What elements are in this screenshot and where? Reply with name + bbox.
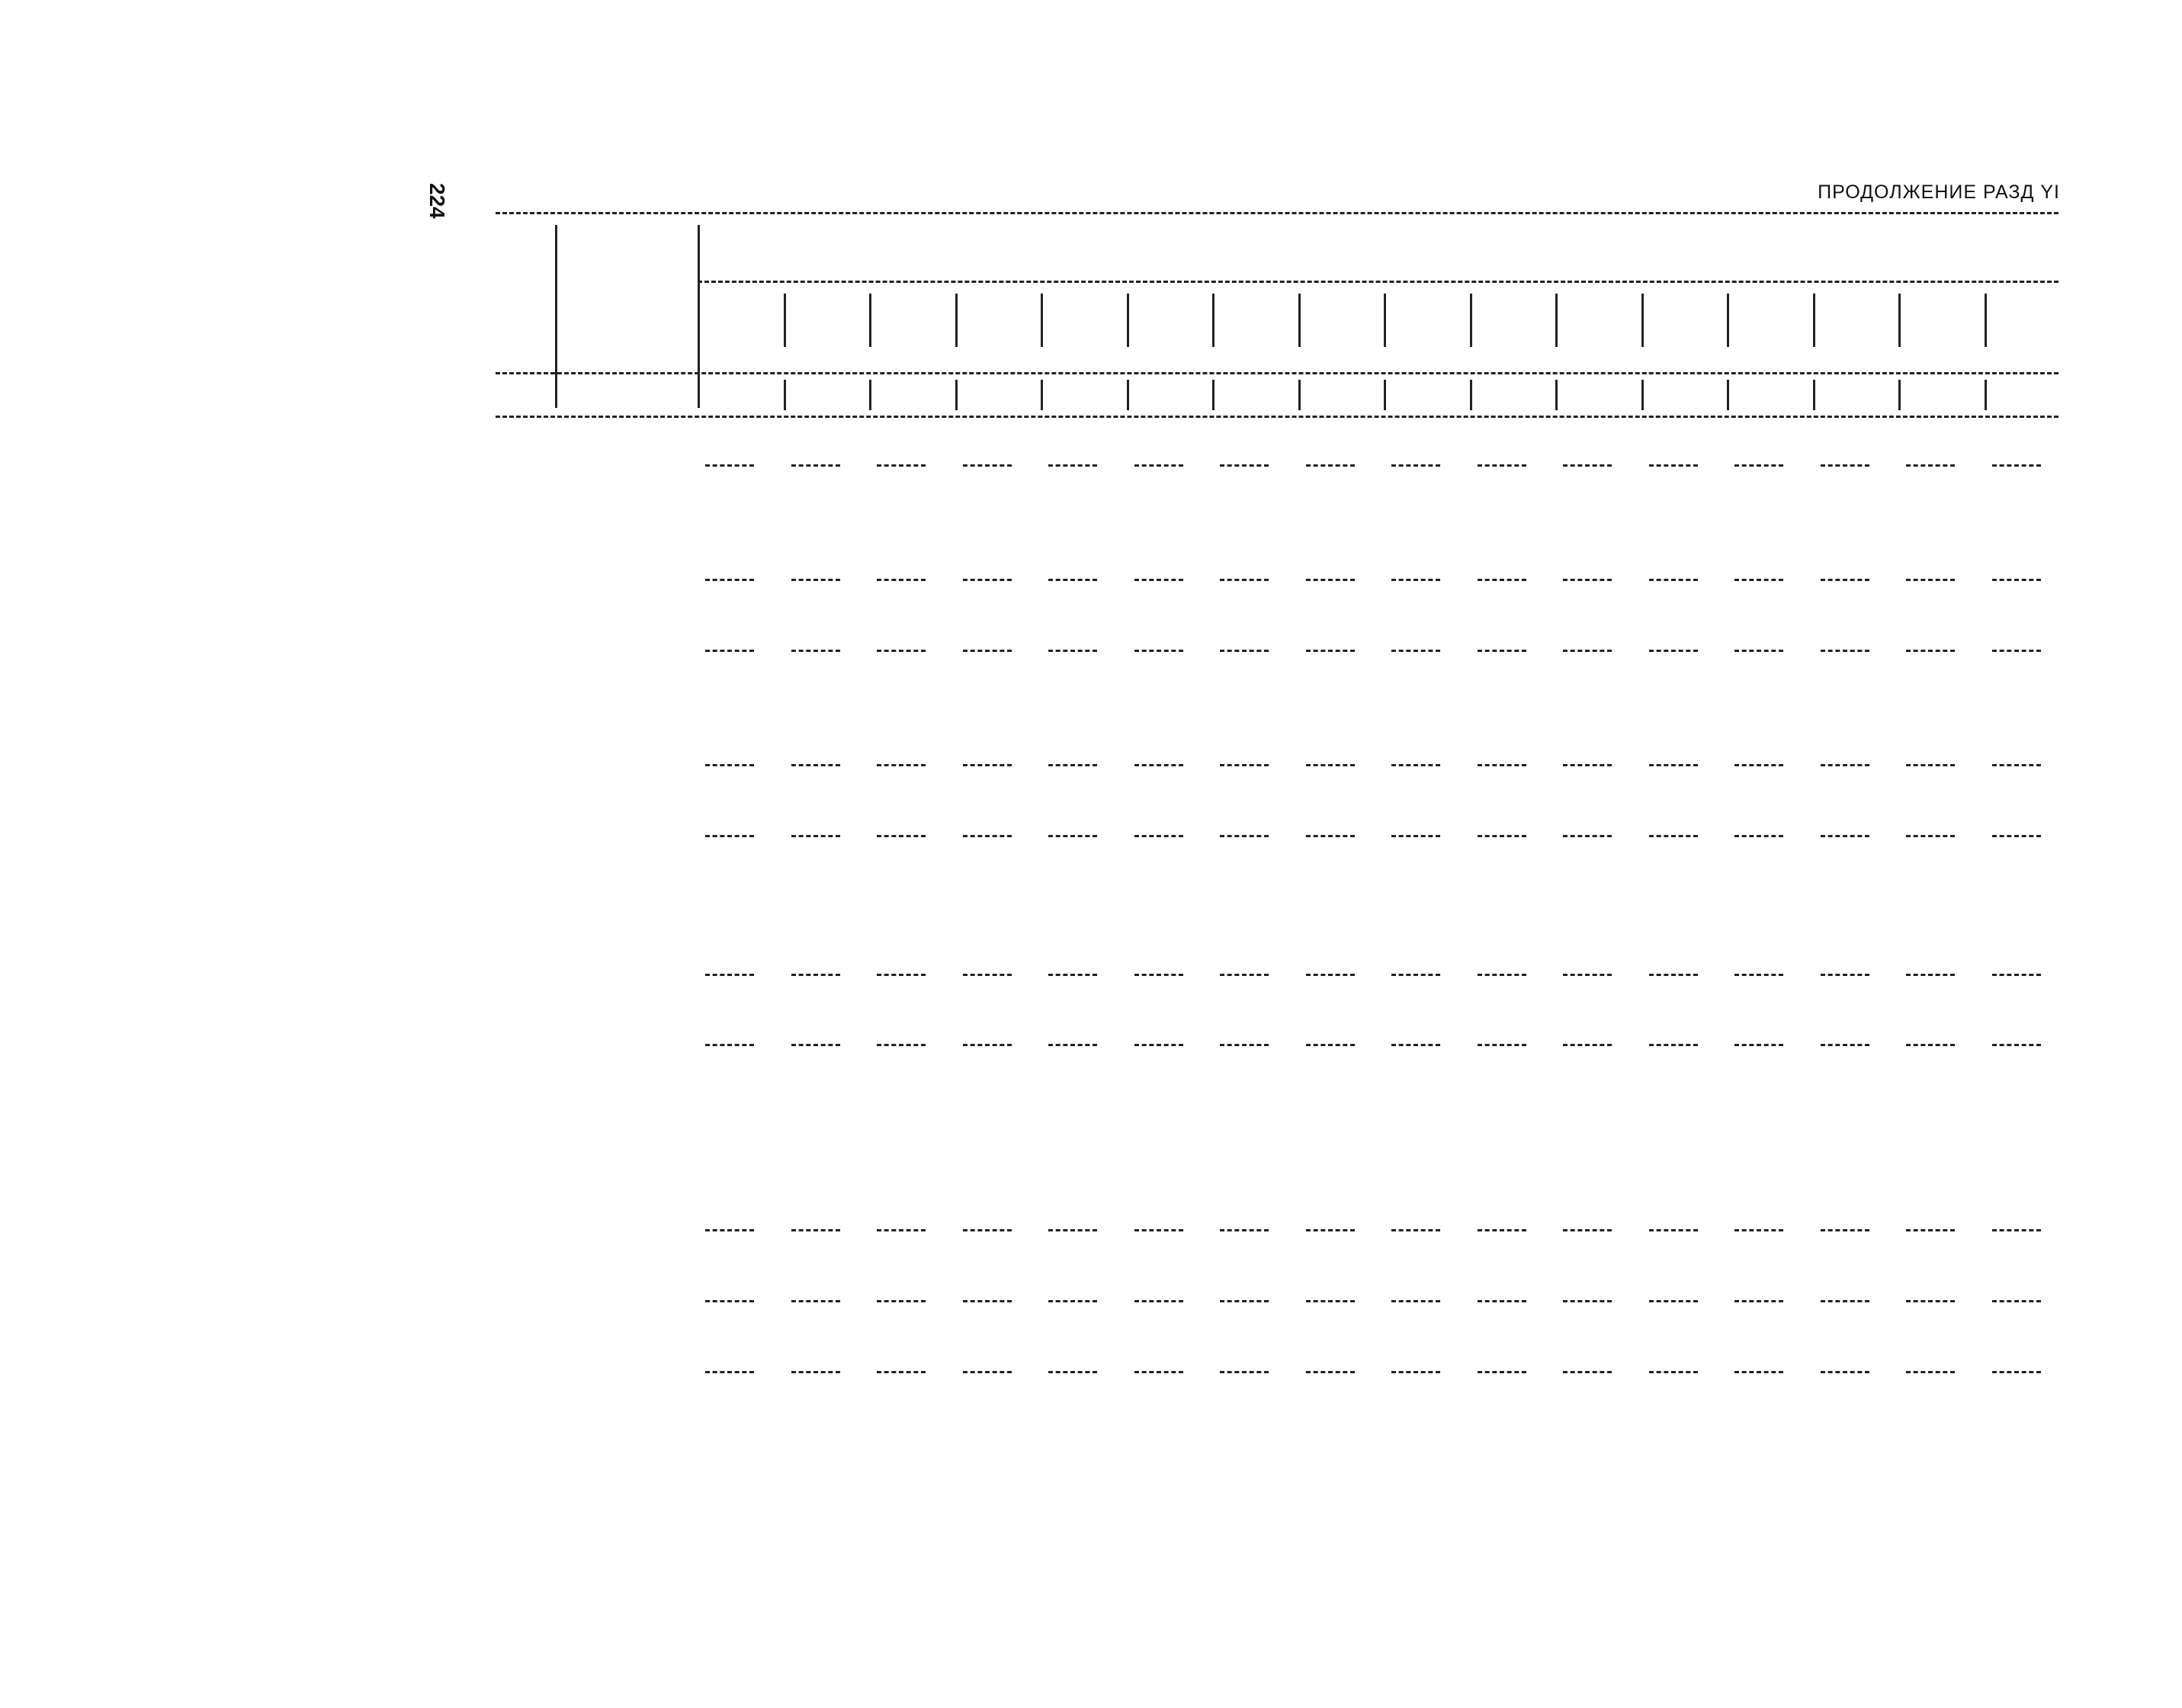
region-divider <box>1298 380 1301 410</box>
fraction-bar <box>1992 835 2041 837</box>
fraction-bar <box>1391 579 1440 581</box>
region-divider <box>1470 380 1472 410</box>
fraction-bar <box>1906 1371 1955 1373</box>
header-mid-rule <box>496 372 2058 374</box>
region-divider <box>1127 294 1129 347</box>
fraction-bar <box>1563 1300 1612 1302</box>
fraction-bar <box>1821 1229 1869 1231</box>
fraction-bar <box>1220 974 1269 976</box>
section-title: ПРОДОЛЖЕНИЕ РАЗД YI <box>1818 181 2060 203</box>
fraction-bar <box>705 579 754 581</box>
fraction-bar <box>963 764 1012 766</box>
fraction-bar <box>1048 1300 1097 1302</box>
region-divider <box>1041 380 1043 410</box>
prices-title-rule <box>698 281 2058 283</box>
fraction-bar <box>1906 650 1955 652</box>
fraction-bar <box>1734 579 1783 581</box>
region-divider <box>1555 294 1558 347</box>
fraction-bar <box>877 1044 926 1046</box>
fraction-bar <box>1134 1044 1183 1046</box>
fraction-bar <box>1478 1229 1526 1231</box>
fraction-bar <box>1478 1371 1526 1373</box>
fraction-bar <box>1220 1229 1269 1231</box>
fraction-bar <box>877 764 926 766</box>
fraction-bar <box>1563 764 1612 766</box>
fraction-bar <box>877 1300 926 1302</box>
fraction-bar <box>1734 974 1783 976</box>
region-divider <box>869 380 871 410</box>
fraction-bar <box>1306 835 1355 837</box>
fraction-bar <box>1048 764 1097 766</box>
fraction-bar <box>877 650 926 652</box>
region-divider <box>1985 294 1987 347</box>
fraction-bar <box>1478 835 1526 837</box>
fraction-bar <box>1391 1229 1440 1231</box>
fraction-bar <box>1306 1300 1355 1302</box>
fraction-bar <box>791 1229 840 1231</box>
fraction-bar <box>1220 1044 1269 1046</box>
fraction-bar <box>1478 974 1526 976</box>
fraction-bar <box>1134 579 1183 581</box>
fraction-bar <box>963 1300 1012 1302</box>
fraction-bar <box>1048 1229 1097 1231</box>
fraction-bar <box>1048 650 1097 652</box>
page-number: 224 <box>425 183 449 219</box>
fraction-bar <box>1134 1229 1183 1231</box>
fraction-bar <box>1048 835 1097 837</box>
fraction-bar <box>1734 764 1783 766</box>
fraction-bar <box>1220 1300 1269 1302</box>
fraction-bar <box>1391 464 1440 467</box>
fraction-bar <box>1992 1371 2041 1373</box>
fraction-bar <box>963 579 1012 581</box>
fraction-bar <box>1906 464 1955 467</box>
fraction-bar <box>963 650 1012 652</box>
fraction-bar <box>1306 464 1355 467</box>
fraction-bar <box>1220 650 1269 652</box>
fraction-bar <box>1048 579 1097 581</box>
fraction-bar <box>705 1371 754 1373</box>
region-divider <box>1898 294 1901 347</box>
fraction-bar <box>1906 1300 1955 1302</box>
fraction-bar <box>1134 1371 1183 1373</box>
region-divider <box>1641 294 1644 347</box>
fraction-bar <box>1821 835 1869 837</box>
region-divider <box>1555 380 1558 410</box>
fraction-bar <box>1734 1229 1783 1231</box>
fraction-bar <box>1563 1044 1612 1046</box>
fraction-bar <box>1906 1229 1955 1231</box>
fraction-bar <box>1992 579 2041 581</box>
header-bottom-rule <box>496 416 2058 418</box>
fraction-bar <box>1821 764 1869 766</box>
region-divider <box>1041 294 1043 347</box>
col-n-divider <box>555 225 557 408</box>
fraction-bar <box>791 650 840 652</box>
fraction-bar <box>1391 1044 1440 1046</box>
fraction-bar <box>791 464 840 467</box>
fraction-bar <box>1306 650 1355 652</box>
fraction-bar <box>1306 764 1355 766</box>
fraction-bar <box>1306 579 1355 581</box>
fraction-bar <box>1048 464 1097 467</box>
fraction-bar <box>1563 464 1612 467</box>
fraction-bar <box>705 974 754 976</box>
fraction-bar <box>705 835 754 837</box>
fraction-bar <box>1478 579 1526 581</box>
fraction-bar <box>1134 835 1183 837</box>
fraction-bar <box>1220 764 1269 766</box>
fraction-bar <box>1649 974 1698 976</box>
fraction-bar <box>1391 974 1440 976</box>
fraction-bar <box>1906 974 1955 976</box>
fraction-bar <box>1734 650 1783 652</box>
fraction-bar <box>1992 974 2041 976</box>
fraction-bar <box>1906 579 1955 581</box>
fraction-bar <box>791 764 840 766</box>
fraction-bar <box>963 464 1012 467</box>
fraction-bar <box>1649 1044 1698 1046</box>
fraction-bar <box>1134 650 1183 652</box>
fraction-bar <box>1992 1300 2041 1302</box>
fraction-bar <box>1220 835 1269 837</box>
fraction-bar <box>1649 650 1698 652</box>
fraction-bar <box>1220 579 1269 581</box>
fraction-bar <box>1220 1371 1269 1373</box>
region-divider <box>1212 380 1215 410</box>
fraction-bar <box>1906 835 1955 837</box>
fraction-bar <box>1992 464 2041 467</box>
fraction-bar <box>1563 650 1612 652</box>
fraction-bar <box>1134 1300 1183 1302</box>
fraction-bar <box>1734 1371 1783 1373</box>
header-top-rule <box>496 212 2058 214</box>
fraction-bar <box>791 974 840 976</box>
region-divider <box>869 294 871 347</box>
fraction-bar <box>877 1229 926 1231</box>
fraction-bar <box>1306 1229 1355 1231</box>
region-divider <box>1212 294 1215 347</box>
region-divider <box>955 380 958 410</box>
fraction-bar <box>1391 1371 1440 1373</box>
fraction-bar <box>1734 835 1783 837</box>
fraction-bar <box>1649 1371 1698 1373</box>
fraction-bar <box>1134 764 1183 766</box>
fraction-bar <box>1134 974 1183 976</box>
fraction-bar <box>1821 464 1869 467</box>
fraction-bar <box>1821 579 1869 581</box>
fraction-bar <box>1478 764 1526 766</box>
fraction-bar <box>705 1229 754 1231</box>
fraction-bar <box>1048 1044 1097 1046</box>
fraction-bar <box>963 1229 1012 1231</box>
fraction-bar <box>1478 1300 1526 1302</box>
fraction-bar <box>1134 464 1183 467</box>
fraction-bar <box>963 1044 1012 1046</box>
fraction-bar <box>1391 650 1440 652</box>
fraction-bar <box>963 974 1012 976</box>
fraction-bar <box>1649 579 1698 581</box>
fraction-bar <box>1821 1044 1869 1046</box>
region-divider <box>1727 294 1729 347</box>
region-divider <box>955 294 958 347</box>
fraction-bar <box>791 1371 840 1373</box>
fraction-bar <box>1649 764 1698 766</box>
fraction-bar <box>1563 1371 1612 1373</box>
region-divider <box>1985 380 1987 410</box>
fraction-bar <box>1649 464 1698 467</box>
region-divider <box>1384 294 1386 347</box>
fraction-bar <box>1821 1371 1869 1373</box>
region-divider <box>1641 380 1644 410</box>
fraction-bar <box>877 1371 926 1373</box>
fraction-bar <box>1391 1300 1440 1302</box>
fraction-bar <box>791 835 840 837</box>
region-divider <box>1813 294 1815 347</box>
region-divider <box>784 380 786 410</box>
fraction-bar <box>877 974 926 976</box>
fraction-bar <box>963 835 1012 837</box>
fraction-bar <box>1220 464 1269 467</box>
fraction-bar <box>1649 835 1698 837</box>
fraction-bar <box>1734 1044 1783 1046</box>
fraction-bar <box>705 1300 754 1302</box>
fraction-bar <box>1821 974 1869 976</box>
region-divider <box>1384 380 1386 410</box>
fraction-bar <box>1563 835 1612 837</box>
fraction-bar <box>1048 1371 1097 1373</box>
fraction-bar <box>1563 974 1612 976</box>
fraction-bar <box>791 1044 840 1046</box>
fraction-bar <box>1992 1229 2041 1231</box>
fraction-bar <box>1992 650 2041 652</box>
fraction-bar <box>1734 464 1783 467</box>
fraction-bar <box>1821 1300 1869 1302</box>
fraction-bar <box>1906 764 1955 766</box>
fraction-bar <box>1563 1229 1612 1231</box>
fraction-bar <box>1563 579 1612 581</box>
fraction-bar <box>1478 650 1526 652</box>
fraction-bar <box>705 1044 754 1046</box>
fraction-bar <box>791 579 840 581</box>
fraction-bar <box>1649 1300 1698 1302</box>
fraction-bar <box>1048 974 1097 976</box>
fraction-bar <box>705 650 754 652</box>
region-divider <box>784 294 786 347</box>
fraction-bar <box>1306 974 1355 976</box>
fraction-bar <box>963 1371 1012 1373</box>
fraction-bar <box>1649 1229 1698 1231</box>
region-divider <box>1127 380 1129 410</box>
fraction-bar <box>1734 1300 1783 1302</box>
fraction-bar <box>1391 835 1440 837</box>
fraction-bar <box>1992 1044 2041 1046</box>
fraction-bar <box>877 579 926 581</box>
fraction-bar <box>705 764 754 766</box>
fraction-bar <box>1478 1044 1526 1046</box>
region-divider <box>1298 294 1301 347</box>
fraction-bar <box>1306 1044 1355 1046</box>
fraction-bar <box>877 464 926 467</box>
fraction-bar <box>1906 1044 1955 1046</box>
col-code-divider <box>698 225 700 408</box>
fraction-bar <box>877 835 926 837</box>
region-divider <box>1470 294 1472 347</box>
fraction-bar <box>1306 1371 1355 1373</box>
region-divider <box>1727 380 1729 410</box>
region-divider <box>1898 380 1901 410</box>
fraction-bar <box>705 464 754 467</box>
region-divider <box>1813 380 1815 410</box>
fraction-bar <box>1391 764 1440 766</box>
fraction-bar <box>1478 464 1526 467</box>
fraction-bar <box>1992 764 2041 766</box>
fraction-bar <box>1821 650 1869 652</box>
fraction-bar <box>791 1300 840 1302</box>
